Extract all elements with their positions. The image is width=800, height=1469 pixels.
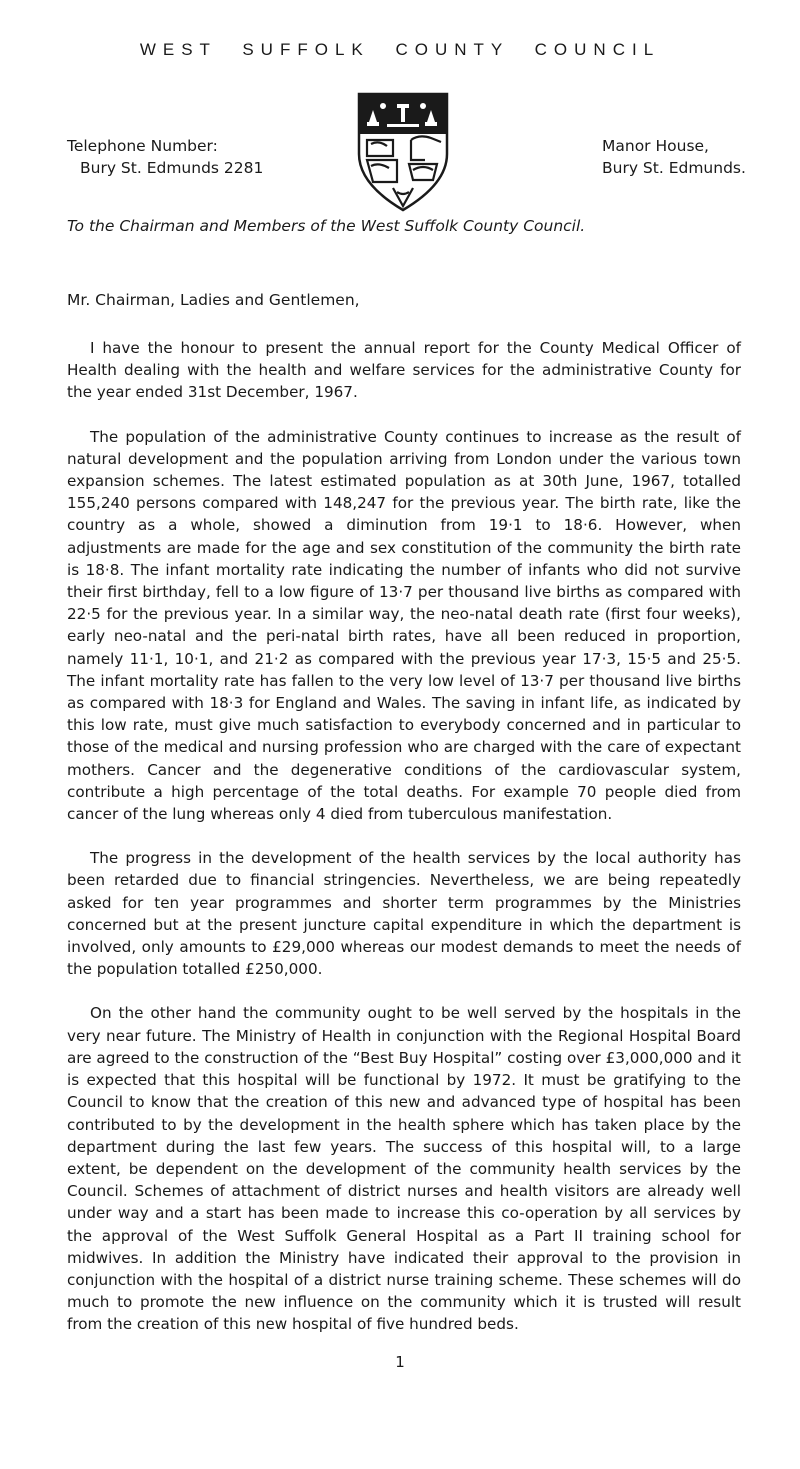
- address-line-2: Bury St. Edmunds.: [602, 159, 746, 177]
- address-block: [602, 135, 746, 179]
- council-crest-icon: [353, 92, 453, 214]
- page-number: 1: [395, 1353, 405, 1371]
- paragraph-1: I have the honour to present the annual report for the County Medical Officer of Health dealing with the health and welfare services for the administrative County for the year ended 31st December, 1967.: [67, 339, 741, 402]
- telephone-block: [67, 135, 263, 179]
- council-title: WEST SUFFOLK COUNTY COUNCIL: [139, 40, 661, 59]
- addressee: To the Chairman and Members of the West Suffolk County Council.: [67, 217, 586, 235]
- address-line-1: Manor House,: [602, 137, 709, 155]
- salutation: Mr. Chairman, Ladies and Gentlemen,: [67, 291, 360, 309]
- paragraph-4: On the other hand the community ought to be well served by the hospitals in the very near future. The Ministry of Health in conjunction with the Regional Hospital Board are agreed to the construction of the “Best Buy Hospital” costing over £3,000,000 and it is expected that this hospital will be functional by 1972. It must be gratifying to the Council to know that the creation of this new and advanced type of hospital has been contributed to by the development in the health sphere which has taken place by the department during the last few years. The success of this hospital will, to a large extent, be dependent on the development of the community health services by the Council. Schemes of attachment of district nurses and health visitors are already well under way and a start has been made to increase this co-operation by all services by the approval of the West Suffolk General Hospital as a Part II training school for midwives. In addition the Ministry have indicated their approval to the provision in conjunction with the hospital of a district nurse training scheme. These schemes will do much to promote the new influence on the community which it is trusted will result from the creation of this new hospital of five hundred beds.: [67, 1004, 741, 1334]
- telephone-value: Bury St. Edmunds 2281: [80, 159, 264, 177]
- report-body: [67, 337, 741, 1358]
- paragraph-2: The population of the administrative County continues to increase as the result of natural development and the population arriving from London under the various town expansion schemes. The latest estimated population as at 30th June, 1967, totalled 155,240 persons compared with 148,247 for the previous year. The birth rate, like the country as a whole, showed a diminution from 19·1 to 18·6. However, when adjustments are made for the age and sex constitution of the community the birth rate is 18·8. The infant mortality rate indicating the number of infants who did not survive their first birthday, fell to a low figure of 13·7 per thousand live births as compared with 22·5 for the previous year. In a similar way, the neo-natal death rate (first four weeks), early neo-natal and the peri-natal birth rates, have all been reduced in proportion, namely 11·1, 10·1, and 21·2 as compared with the previous year 17·3, 15·5 and 25·5. The infant mortality rate has fallen to the very low level of 13·7 per thousand live births as compared with 18·3 for England and Wales. The saving in infant life, as indicated by this low rate, must give much satisfaction to everybody concerned and in particular to those of the medical and nursing profession who are charged with the care of expectant mothers. Cancer and the degenerative conditions of the cardiovascular system, contribute a high percentage of the total deaths. For example 70 people died from cancer of the lung whereas only 4 died from tuberculous manifestation.: [67, 427, 741, 824]
- paragraph-3: The progress in the development of the health services by the local authority has been retarded due to financial stringencies. Nevertheless, we are being repeatedly asked for ten year programmes and shorter term programmes by the Ministries concerned but at the present juncture capital expenditure in which the department is involved, only amounts to £29,000 whereas our modest demands to meet the needs of the population totalled £250,000.: [67, 849, 741, 979]
- telephone-label: Telephone Number:: [67, 137, 218, 155]
